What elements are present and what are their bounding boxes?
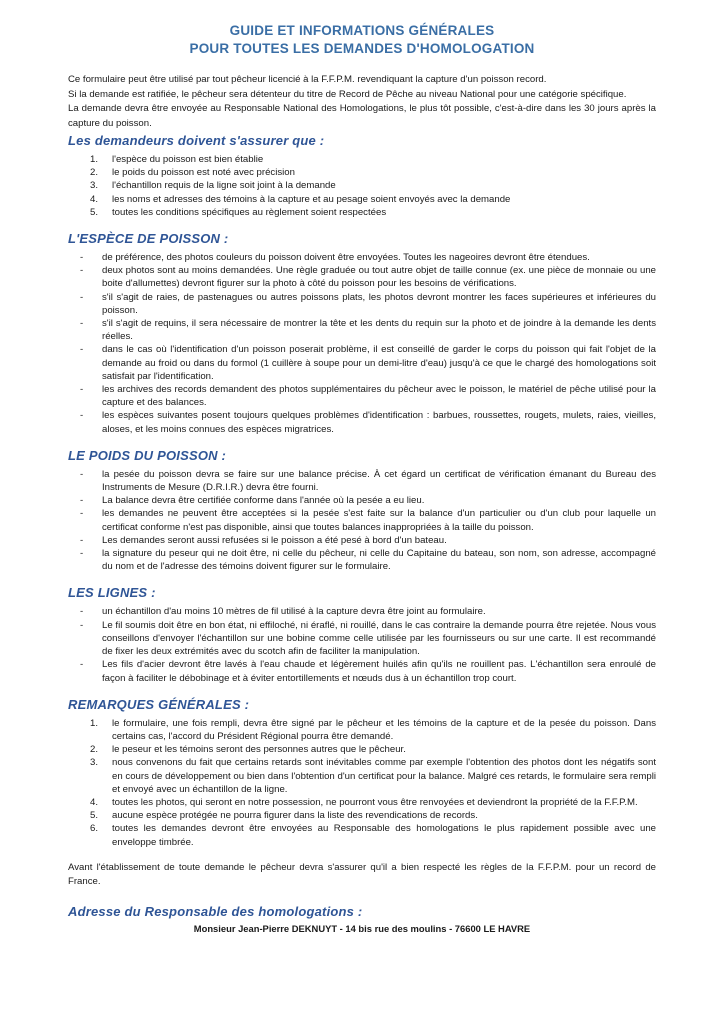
remarques-list bbox=[68, 717, 656, 849]
section-heading-lignes: LES LIGNES : bbox=[68, 585, 156, 601]
list-item: - Les demandes seront aussi refusées si le poisson a été pesé à bord d'un bateau. bbox=[80, 534, 447, 546]
lignes-list bbox=[68, 605, 656, 684]
intro-paragraph: La demande devra être envoyée au Responsable National des Homologations, le plus tôt possible, c'est-à-dire dans les 30 jours après la capture du poisson. bbox=[68, 103, 656, 129]
list-item: - Les fils d'acier devront être lavés à l'eau chaude et légèrement huilés afin qu'ils ne rouillent pas. L'échantillon sera enroulé de façon à faciliter le débobinage et à éviter entortillements et nœuds dus à un échantillon trop court. bbox=[80, 659, 656, 684]
section-heading-espece: L'ESPÈCE DE POISSON : bbox=[68, 231, 229, 247]
list-item: 4. toutes les photos, qui seront en notre possession, ne pourront vous être renvoyées et deviendront la propriété de la F.F.P.M. bbox=[90, 796, 638, 808]
list-item: - s'il s'agit de raies, de pastenagues ou autres poissons plats, les photos devront montrer les faces supérieures et inférieures du poisson. bbox=[80, 291, 656, 316]
list-item: 2. le poids du poisson est noté avec précision bbox=[90, 167, 295, 179]
section-heading-remarques: REMARQUES GÉNÉRALES : bbox=[68, 696, 250, 712]
poids-list bbox=[68, 468, 656, 574]
list-item: - la signature du peseur qui ne doit être, ni celle du pêcheur, ni celle du Capitaine du bateau, son nom, son adresse, accompagné du nom et de l'adresse des témoins doivent figurer sur le formulaire. bbox=[80, 548, 656, 573]
list-item: - dans le cas où l'identification d'un poisson poserait problème, il est conseillé de garder le corps du poisson qui fait l'objet de la demande au froid ou dans du formol (1 cuillère à soupe pour un demi-litre d'eau) jusqu'à ce que le chargé des homologations soit satisfait par l'identification. bbox=[80, 344, 656, 382]
list-item: 1. l'espèce du poisson est bien établie bbox=[90, 154, 264, 165]
list-item: - les espèces suivantes posent toujours quelques problèmes d'identification : barbues, roussettes, rougets, mulets, raies, vieilles, aloses, et les moins connues des espèces migratrices. bbox=[80, 410, 656, 435]
title-line-1: GUIDE ET INFORMATIONS GÉNÉRALES bbox=[229, 23, 495, 38]
list-item: 3. l'échantillon requis de la ligne soit joint à la demande bbox=[90, 180, 336, 192]
list-item: - deux photos sont au moins demandées. Une règle graduée ou tout autre objet de taille connue (ex. une pièce de monnaie ou une boite d'allumettes) devront figurer sur la photo à côté du poisson pour les besoins de vérifications. bbox=[80, 265, 656, 290]
list-item: - s'il s'agit de requins, il sera nécessaire de montrer la tête et les dents du requin sur la photo et de joindre à la demande les dents réelles. bbox=[80, 318, 656, 343]
responsable-address: Monsieur Jean-Pierre DEKNUYT - 14 bis rue des moulins - 76600 LE HAVRE bbox=[193, 922, 531, 934]
list-item: 3. nous convenons du fait que certains retards sont inévitables comme par exemple l'obtention des photos dont les négatifs sont en cours de développement ou bien dans l'obtention d'un certificat pour la balance. Malgré ces retards, le formulaire sera rempli et envoyé avec un échantillon de la ligne. bbox=[90, 757, 656, 795]
intro-paragraph: Si la demande est ratifiée, le pêcheur sera détenteur du titre de Record de Pêche au niveau National pour une catégorie spécifique. bbox=[68, 88, 627, 100]
closing-paragraph: Avant l'établissement de toute demande le pêcheur devra s'assurer qu'il a bien respecté les règles de la F.F.P.M. pour un record de France. bbox=[68, 861, 656, 888]
list-item: - Le fil soumis doit être en bon état, ni effiloché, ni éraflé, ni rouillé, dans le cas contraire la demande pourra être rejetée. Nous vous conseillons d'envoyer l'échantillon sur une bobine comme celle utilisée par les fournisseurs ou sur une carte. Il est recommandé de fixer les deux extrémités avec du scotch afin de faciliter la manipulation. bbox=[80, 619, 656, 658]
demandeurs-list bbox=[68, 153, 656, 219]
section-heading-demandeurs: Les demandeurs doivent s'assurer que : bbox=[68, 133, 325, 148]
title-line-2: POUR TOUTES LES DEMANDES D'HOMOLOGATION bbox=[189, 41, 535, 56]
list-item: - un échantillon d'au moins 10 mètres de fil utilisé à la capture devra être joint au formulaire. bbox=[80, 606, 486, 618]
list-item: 4. les noms et adresses des témoins à la capture et au pesage soient envoyés avec la demande bbox=[90, 193, 511, 205]
list-item: - la pesée du poisson devra se faire sur une balance précise. À cet égard un certificat de vérification émanant du Bureau des Instruments de Mesure (D.R.I.R.) devra être fourni. bbox=[80, 468, 656, 494]
list-item: - les demandes ne peuvent être acceptées si la pesée s'est faite sur la balance d'un particulier ou d'un club pour laquelle un certificat conforme n'est pas disponible, ainsi que toutes balances inappropriées à la taille du poisson. bbox=[80, 508, 656, 533]
list-item: 2. le peseur et les témoins seront des personnes autres que le pêcheur. bbox=[90, 744, 406, 756]
espece-list bbox=[68, 251, 656, 436]
document-page bbox=[68, 22, 656, 934]
list-item: - de préférence, des photos couleurs du poisson doivent être envoyées. Toutes les nageoires devront être étendues. bbox=[80, 252, 590, 264]
intro-section bbox=[68, 73, 656, 131]
list-item: 5. aucune espèce protégée ne pourra figurer dans la liste des revendications de records. bbox=[90, 810, 478, 822]
section-heading-poids: LE POIDS DU POISSON : bbox=[68, 447, 227, 463]
section-heading-adresse: Adresse du Responsable des homologations : bbox=[68, 903, 363, 919]
list-item: 1. le formulaire, une fois rempli, devra être signé par le pêcheur et les témoins de la capture et de la pesée du poisson. Dans certains cas, l'accord du Président Régional pourra être demandé. bbox=[90, 717, 656, 742]
list-item: - les archives des records demandent des photos supplémentaires du pêcheur avec le poisson, le matériel de pêche utilisé pour la capture et des balances. bbox=[80, 384, 656, 409]
list-item: - La balance devra être certifiée conforme dans l'année où la pesée a eu lieu. bbox=[80, 495, 425, 507]
list-item: 5. toutes les conditions spécifiques au règlement soient respectées bbox=[90, 206, 387, 218]
list-item: 6. toutes les demandes devront être envoyées au Responsable des homologations le plus rapidement possible avec une enveloppe timbrée. bbox=[90, 823, 656, 848]
intro-paragraph: Ce formulaire peut être utilisé par tout pêcheur licencié à la F.F.P.M. revendiquant la capture d'un poisson record. bbox=[68, 74, 547, 85]
document-title bbox=[68, 22, 656, 58]
